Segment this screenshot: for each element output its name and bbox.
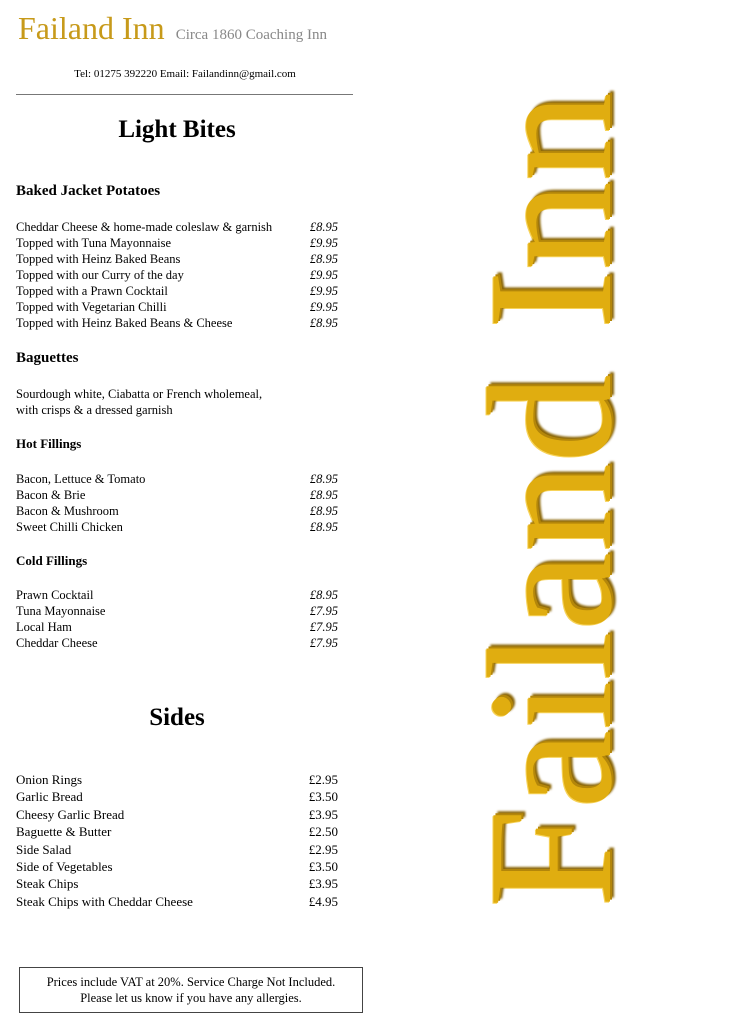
contact-line: Tel: 01275 392220 Email: Failandinn@gmail.com (74, 68, 296, 80)
menu-item-price: £3.95 (308, 806, 338, 822)
sides-title: Sides (149, 704, 205, 731)
menu-item-price: £7.95 (309, 604, 338, 618)
menu-item (16, 893, 338, 910)
menu-item-name: Cheddar Cheese & home-made coleslaw & garnish (16, 220, 273, 234)
hot-fillings-heading: Hot Fillings (16, 436, 82, 451)
sides-list (16, 771, 338, 910)
menu-item (16, 503, 338, 519)
menu-item-name: Cheddar Cheese (16, 636, 98, 650)
menu-item-name: Sweet Chilli Chicken (16, 520, 123, 534)
menu-item-price: £9.95 (309, 284, 338, 298)
potatoes-heading: Baked Jacket Potatoes (16, 183, 161, 199)
menu-item-price: £7.95 (309, 636, 338, 650)
vertical-title-wrap (451, 60, 649, 940)
notice-box (19, 967, 363, 1013)
menu-item-name: Bacon & Brie (16, 488, 86, 502)
menu-item-price: £3.50 (308, 859, 338, 875)
menu-item-price: £2.50 (308, 824, 338, 840)
menu-item (16, 235, 338, 251)
menu-item-name: Topped with Tuna Mayonnaise (16, 236, 172, 250)
menu-item-name: Garlic Bread (16, 789, 83, 805)
hot-fillings-list (16, 471, 338, 535)
vertical-title: Failand Inn (451, 92, 649, 908)
menu-item-name: Bacon, Lettuce & Tomato (16, 472, 146, 486)
menu-item (16, 875, 338, 892)
menu-item-price: £8.95 (309, 588, 338, 602)
menu-item-price: £8.95 (309, 220, 338, 234)
menu-item-price: £8.95 (309, 472, 338, 486)
menu-item-price: £7.95 (309, 620, 338, 634)
menu-item-price: £2.95 (308, 772, 338, 787)
cold-fillings-heading: Cold Fillings (16, 553, 88, 568)
notice-line1: Prices include VAT at 20%. Service Charge Not Included. (46, 975, 336, 989)
menu-item (16, 771, 338, 788)
menu-item-name: Local Ham (16, 620, 72, 634)
menu-item (16, 858, 338, 875)
menu-item-name: Cheesy Garlic Bread (16, 806, 125, 822)
baguettes-desc-line2: with crisps & a dressed garnish (16, 403, 173, 417)
menu-item (16, 299, 338, 315)
menu-item (16, 471, 338, 487)
light-bites-title: Light Bites (118, 116, 236, 143)
menu-item (16, 619, 338, 635)
menu-item-name: Onion Rings (16, 772, 83, 787)
menu-item-price: £8.95 (309, 252, 338, 266)
menu-item-price: £9.95 (309, 268, 338, 282)
menu-item (16, 219, 338, 235)
menu-item (16, 635, 338, 651)
menu-item-price: £2.95 (308, 841, 338, 857)
menu-item (16, 487, 338, 503)
menu-item-price: £3.95 (308, 876, 338, 892)
notice-line2: Please let us know if you have any allergies. (80, 991, 302, 1005)
menu-item-name: Bacon & Mushroom (16, 504, 119, 518)
menu-item-price: £4.95 (308, 893, 338, 909)
menu-item-price: £9.95 (309, 300, 338, 314)
menu-item-price: £8.95 (309, 520, 338, 534)
menu-item-name: Side of Vegetables (16, 859, 113, 875)
inn-name: Failand Inn (18, 10, 165, 46)
menu-item (16, 788, 338, 805)
baguettes-description (16, 386, 316, 418)
potatoes-list (16, 219, 338, 331)
menu-item-price: £8.95 (309, 316, 338, 330)
menu-item (16, 519, 338, 535)
menu-item (16, 587, 338, 603)
inn-tagline: Circa 1860 Coaching Inn (175, 27, 327, 43)
menu-item-name: Topped with our Curry of the day (16, 268, 184, 282)
menu-item-name: Tuna Mayonnaise (16, 604, 106, 618)
menu-item-price: £3.50 (308, 789, 338, 805)
menu-item (16, 603, 338, 619)
menu-item (16, 823, 338, 840)
cold-fillings-list (16, 587, 338, 651)
header-divider (16, 94, 353, 95)
menu-item (16, 251, 338, 267)
menu-item (16, 841, 338, 858)
baguettes-desc-line1: Sourdough white, Ciabatta or French wholemeal, (16, 387, 263, 401)
header (18, 10, 327, 47)
menu-item (16, 315, 338, 331)
menu-item-name: Side Salad (16, 841, 72, 857)
menu-item-price: £8.95 (309, 504, 338, 518)
menu-item (16, 283, 338, 299)
menu-item-price: £8.95 (309, 488, 338, 502)
menu-item-name: Topped with a Prawn Cocktail (16, 284, 168, 298)
menu-item-name: Prawn Cocktail (16, 588, 94, 602)
menu-item-name: Baguette & Butter (16, 824, 112, 840)
menu-item-name: Topped with Heinz Baked Beans (16, 252, 181, 266)
menu-item-name: Topped with Heinz Baked Beans & Cheese (16, 316, 233, 330)
menu-item-price: £9.95 (309, 236, 338, 250)
baguettes-heading: Baguettes (16, 350, 79, 366)
menu-item-name: Steak Chips (16, 876, 79, 892)
menu-item (16, 806, 338, 823)
menu-item (16, 267, 338, 283)
menu-item-name: Steak Chips with Cheddar Cheese (16, 893, 193, 909)
menu-item-name: Topped with Vegetarian Chilli (16, 300, 167, 314)
